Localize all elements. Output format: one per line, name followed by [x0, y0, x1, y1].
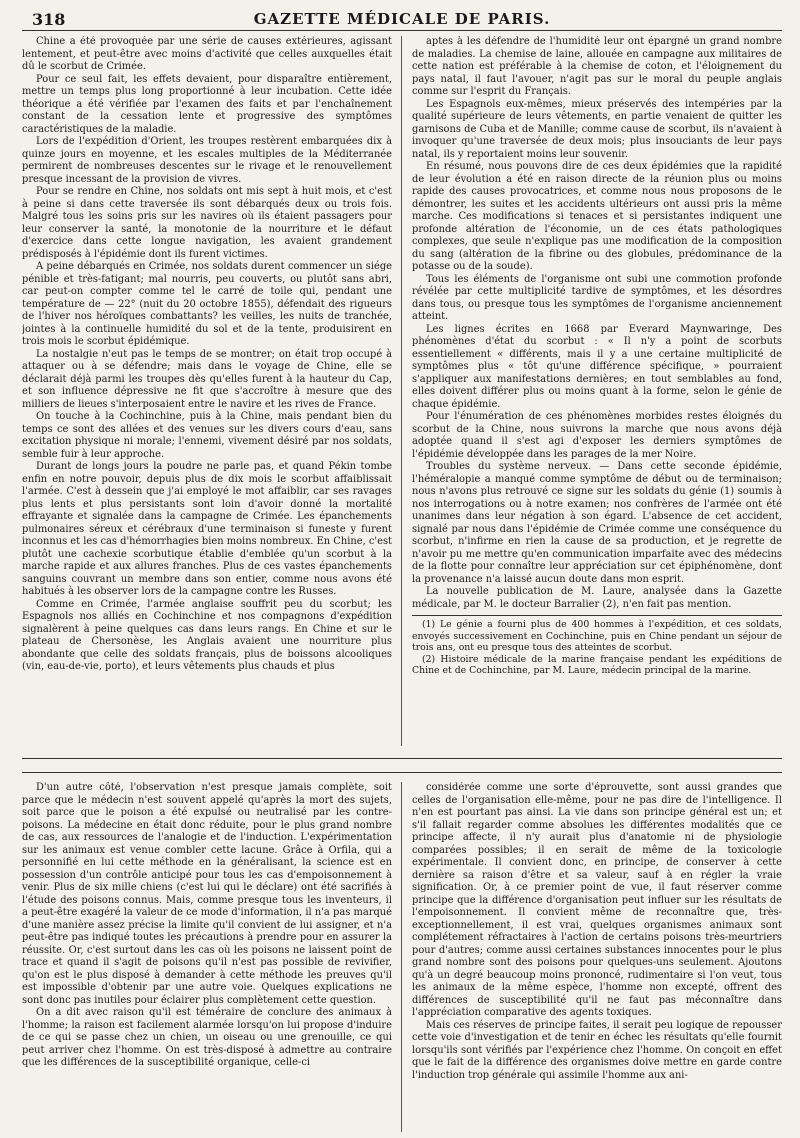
section-divider	[22, 758, 782, 759]
page-header	[22, 6, 782, 31]
paragraph: Pour ce seul fait, les effets devaient, pour disparaître entièrement, mettre un temps plus long proportionné à leur incubation. Cette idée théorique a été vérifiée par l'examen des faits et par l'enchaînement constant de la cessation lente et progressive des symptômes caractéristiques de la maladie.	[22, 73, 392, 135]
lower-left-column	[22, 782, 392, 1132]
column-divider	[401, 782, 402, 1132]
paragraph: En résumé, nous pouvons dire de ces deux épidémies que la rapidité de leur évolution a été en raison directe de la réunion plus ou moins rapide des causes provocatrices, et comme nous nous proposons de le démontrer, les suites et les accidents ultérieurs ont aussi pris la même marche. Ces modifications si tenaces et si persistantes indiquent une profonde altération de l'économie, un de ces états pathologiques complexes, que seule n'explique pas une modification de la composition du sang (altération de la fibrine ou des globules, prédominance de la potasse ou de la soude).	[412, 161, 782, 272]
upper-section	[22, 36, 782, 746]
lower-right-column	[412, 782, 782, 1132]
footnote: (1) Le génie a fourni plus de 400 hommes à l'expédition, et ces soldats, envoyés successivement en Cochinchine, puis en Chine pendant un séjour de trois ans, ont eu presque tous des atteintes de scorbut.	[412, 619, 782, 653]
paragraph: Les lignes écrites en 1668 par Everard Maynwaringe, Des phénomènes d'état du scorbut : « Il n'y a point de scorbuts essentiellement « différents, mais il y a une certaine multiplicité de symptômes plus « tôt qu'une différence spécifique, » pourraient s'appliquer aux manifestations dernières; en tout semblables au fond, elles doivent différer plus ou moins quant à la forme, selon le génie de chaque épidémie.	[412, 323, 782, 410]
paragraph: considérée comme une sorte d'éprouvette, sont aussi grandes que celles de l'organisation elle-même, pour ne pas dire de l'intelligence. Il n'en est pourtant pas ainsi. La vie dans son principe général est un; et s'il fallait regarder comme absolues les différentes modalités que ce principe affecte, il n'y aurait plus d'anatomie ni de physiologie comparées possibles; il en serait de même de la toxicologie expérimentale. Il convient donc, en principe, de conserver à cette dernière sa raison d'être et sa valeur, sauf à en régler la vraie signification. Or, à ce premier point de vue, il faut réserver comme principe que la différence d'organisation peut influer sur les résultats de l'empoisonnement. Il convient même de reconnaître que, très-exceptionnellement, il est vrai, quelques organismes animaux sont complétement réfractaires à l'action de certains poisons très-meurtriers pour d'autres; comme aussi certaines substances innocentes pour le plus grand nombre sont des poisons pour quelques-uns seulement. Ajoutons qu'à un degré beaucoup moins prononcé, rudimentaire si l'on veut, tous les animaux de la même espèce, l'homme non excepté, offrent des différences de susceptibilité qu'il ne faut pas méconnaître dans l'appréciation comparative des agents toxiques.	[412, 782, 782, 1018]
upper-right-column	[412, 36, 782, 746]
upper-left-column	[22, 36, 392, 746]
paragraph: Mais ces réserves de principe faites, il serait peu logique de repousser cette voie d'investigation et de tenir en échec les résultats qu'elle fournit lorsqu'ils sont vérifiés par l'expérience chez l'homme. On conçoit en effet que le fait de la différence des organismes doive mettre en garde contre l'induction trop générale qui assimile l'homme aux ani-	[412, 1019, 782, 1081]
paragraph: On a dit avec raison qu'il est téméraire de conclure des animaux à l'homme; la raison est facilement alarmée lorsqu'on lui propose d'induire de ce qui se passe chez un chien, un oiseau ou une grenouille, ce qui peut arriver chez l'homme. On est très-disposé à admettre au contraire que les différences de la susceptibilité organique, celle-ci	[22, 1007, 392, 1068]
lower-section	[22, 782, 782, 1132]
journal-title: GAZETTE MÉDICALE DE PARIS.	[253, 10, 551, 28]
paragraph: Chine a été provoquée par une série de causes extérieures, agissant lentement, et peut-être avec moins d'activité que celles auxquelles était dû le scorbut de Crimée.	[22, 36, 392, 72]
paragraph: Durant de longs jours la poudre ne parle pas, et quand Pékin tombe enfin en notre pouvoir, depuis plus de dix mois le scorbut affaiblissait l'armée. C'est à dessein que j'ai employé le mot affaiblir, car ses ravages plus lents et plus persistants sont loin d'avoir donné la mortalité effrayante et signalée dans la campagne de Crimée. Les épanchements pulmonaires séreux et cérébraux d'une terminaison si funeste y furent inconnus et les cas d'hémorrhagies bien moins nombreux. En Chine, c'est plutôt une cachexie scorbutique établie d'emblée qu'un scorbut à la marche rapide et aux allures franches. Plus de ces vastes épanchements sanguins couvrant un membre dans son entier, comme nous avons été habitués à les observer lors de la campagne contre les Russes.	[22, 461, 392, 597]
paragraph: Comme en Crimée, l'armée anglaise souffrit peu du scorbut; les Espagnols nos alliés en Cochinchine et nos compagnons d'expédition signalèrent à peine quelques cas dans leurs rangs. En Chine et sur le plateau de Chersonèse, les Anglais avaient une nourriture plus abondante que celle des soldats français, plus de boissons alcooliques (vin, eau-de-vie, porto), et leurs vêtements plus chauds et plus	[22, 598, 392, 672]
paragraph: D'un autre côté, l'observation n'est presque jamais complète, soit parce que le médecin n'est souvent appelé qu'après la mort des sujets, soit parce que le poison a été expulsé ou neutralisé par les contre-poisons. La médecine en était donc réduite, pour le plus grand nombre de cas, aux ressources de l'analogie et de l'induction. L'expérimentation sur les animaux est venue combler cette lacune. Grâce à Orfila, qui a personnifié en lui cette méthode en la généralisant, la science est en possession d'un contrôle anticipé pour tous les cas d'empoisonnement à venir. Plus de six mille chiens (c'est lui qui le déclare) ont été sacrifiés à l'étude des poisons connus. Mais, comme presque tous les inventeurs, il a peut-être exagéré la valeur de ce mode d'information, il n'a pas marqué d'une manière assez précise la limite qu'il convient de lui assigner, et n'a peut-être pas indiqué toutes les précautions à prendre pour en assurer la réussite. Or, c'est surtout dans les cas où les poisons ne laissent point de trace et quand il s'agit de poisons qu'il n'est pas possible de revivifier, qu'on est le plus disposé à demander à cette méthode les preuves qu'il est impossible d'obtenir par une autre voie. Quelques explications ne sont donc pas inutiles pour éclairer plus complètement cette question.	[22, 782, 392, 1006]
section-divider	[22, 772, 782, 773]
paragraph: Lors de l'expédition d'Orient, les troupes restèrent embarquées dix à quinze jours en moyenne, et les escales multiples de la Méditerranée permirent de nombreuses descentes sur le rivage et le renouvellement presque incessant de la provision de vivres.	[22, 136, 392, 185]
paragraph: La nostalgie n'eut pas le temps de se montrer; on était trop occupé à attaquer ou à se défendre; mais dans le voyage de Chine, elle se déclarait déjà parmi les troupes dès qu'elles furent à la hauteur du Cap, et son influence dépressive ne fit que s'accroître à mesure que des milliers de lieues s'interposaient entre le navire et les rives de France.	[22, 348, 392, 410]
paragraph: On touche à la Cochinchine, puis à la Chine, mais pendant bien du temps ce sont des allées et des venues sur les divers cours d'eau, sans excitation physique ni morale; l'ennemi, vivement désiré par nos soldats, semble fuir à leur approche.	[22, 411, 392, 460]
footnote-divider	[412, 615, 782, 616]
paragraph: aptes à les défendre de l'humidité leur ont épargné un grand nombre de maladies. La chemise de laine, allouée en campagne aux militaires de cette nation est préférable à la chemise de coton, et l'éloignement du pays natal, il faut l'avouer, n'agit pas sur le moral du peuple anglais comme sur l'esprit du Français.	[412, 36, 782, 97]
paragraph: Pour se rendre en Chine, nos soldats ont mis sept à huit mois, et c'est à peine si dans cette traversée ils sont débarqués deux ou trois fois. Malgré tous les soins pris sur les navires où ils étaient passagers pour leur conserver la santé, la monotonie de la nourriture et le défaut d'exercice dans cette longue navigation, les avaient grandement prédisposés à l'épidémie dont ils furent victimes.	[22, 186, 392, 260]
footnote: (2) Histoire médicale de la marine française pendant les expéditions de Chine et de Cochinchine, par M. Laure, médecin principal de la marine.	[412, 653, 782, 676]
column-divider	[401, 36, 402, 746]
paragraph: A peine débarqués en Crimée, nos soldats durent commencer un siége pénible et très-fatigant; mal nourris, peu couverts, ou plutôt sans abri, car peut-on compter comme tel le carré de toile qui, pendant une température de — 22° (nuit du 20 octobre 1855), défendait des rigueurs de l'hiver nos héroïques combattants? les veilles, les nuits de tranchée, jointes à la continuelle humidité du sol et de la tente, produisirent en trois mois le scorbut épidémique.	[22, 261, 392, 347]
paragraph: Troubles du système nerveux. — Dans cette seconde épidémie, l'héméralopie a manqué comme symptôme de début ou de terminaison; nous n'avons plus retrouvé ce signe sur les soldats du génie (1) soumis à nos interrogations ou à notre examen; nos confrères de l'armée ont été unanimes dans leur négation à son égard. L'absence de cet accident, signalé par nous dans l'épidémie de Crimée comme une conséquence du scorbut, n'infirme en rien la cause de sa production, et je regrette de n'avoir pu me mettre qu'en communication imparfaite avec des médecins de la flotte pour connaître leur appréciation sur cet épiphénomène, dont la provenance n'a laissé aucun doute dans mon esprit.	[412, 461, 782, 585]
paragraph: Tous les éléments de l'organisme ont subi une commotion profonde révélée par cette multiplicité tardive de symptômes, et les désordres dans tous, ou presque tous les symptômes de l'organisme anciennement atteint.	[412, 273, 782, 322]
page-number: 318	[32, 10, 66, 29]
paragraph: Les Espagnols eux-mêmes, mieux préservés des intempéries par la qualité supérieure de leurs vêtements, en partie venaient de quitter les garnisons de Cuba et de Manille; comme cause de scorbut, ils n'avaient à invoquer qu'une traversée de deux mois; plus insouciants de leur pays natal, ils y reportaient moins leur souvenir.	[412, 98, 782, 160]
paragraph: La nouvelle publication de M. Laure, analysée dans la Gazette médicale, par M. le docteur Barralier (2), n'en fait pas mention.	[412, 586, 782, 610]
paragraph: Pour l'énumération de ces phénomènes morbides restes éloignés du scorbut de la Chine, nous suivrons la marche que nous avons déjà adoptée quand il s'est agi d'exposer les derniers symptômes de l'épidémie développée dans les parages de la mer Noire.	[412, 411, 782, 460]
